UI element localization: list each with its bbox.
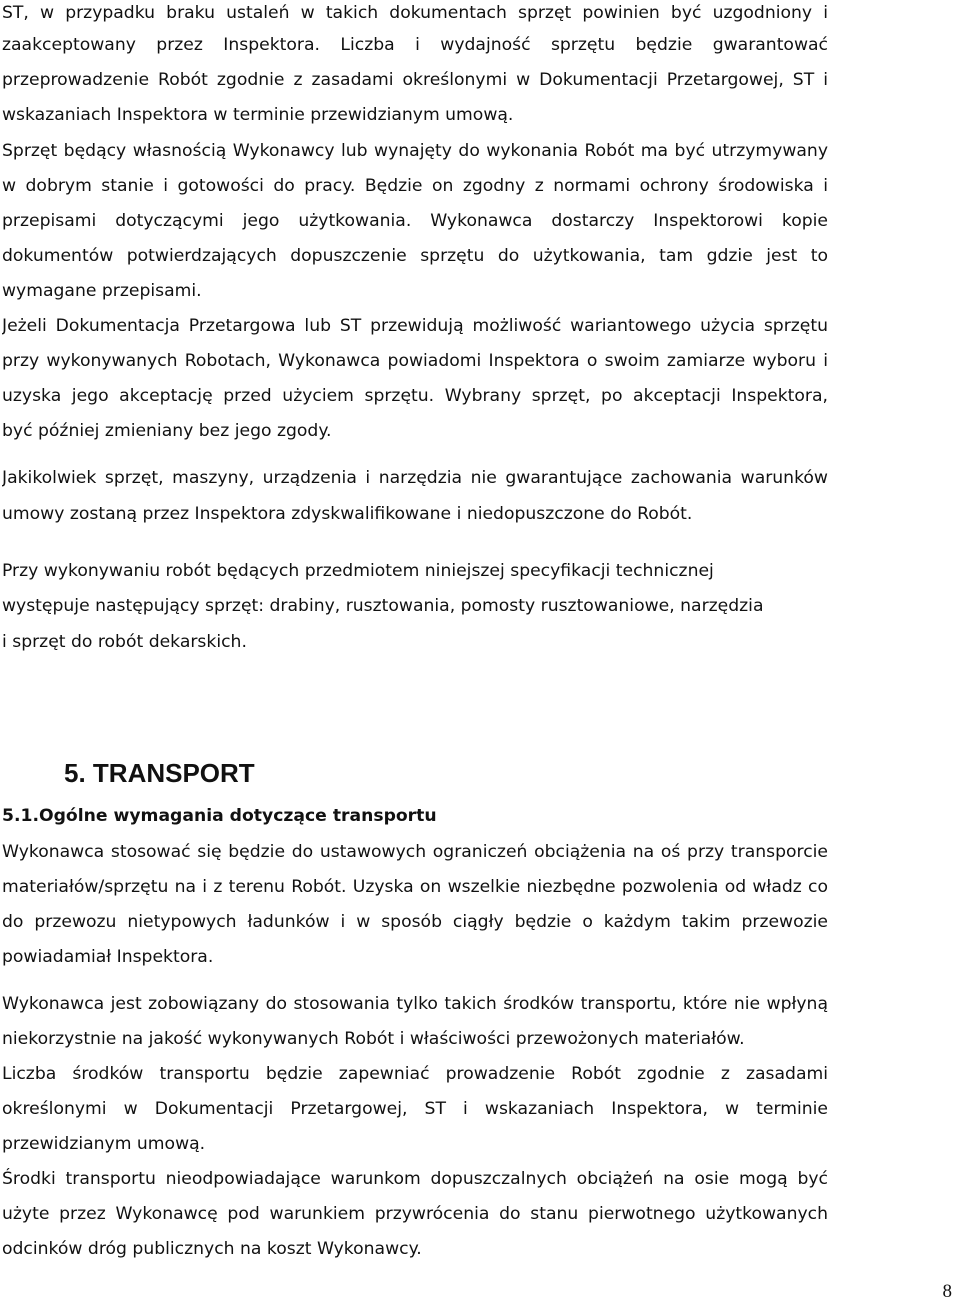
paragraph-line: powiadamiał Inspektora. <box>2 947 214 967</box>
paragraph-line: Jakikolwiek sprzęt, maszyny, urządzenia i narzędzia nie gwarantujące zachowania warunków <box>2 468 828 488</box>
paragraph-line: Wykonawca jest zobowiązany do stosowania tylko takich środków transportu, które nie wpłyną <box>2 994 828 1014</box>
paragraph-line: być później zmieniany bez jego zgody. <box>2 421 332 441</box>
paragraph-line: przewidzianym umową. <box>2 1134 206 1154</box>
paragraph-line: niekorzystnie na jakość wykonywanych Robót i właściwości przewożonych materiałów. <box>2 1029 745 1049</box>
paragraph-line: Przy wykonywaniu robót będących przedmiotem niniejszej specyfikacji technicznej <box>2 561 714 581</box>
paragraph-line: przeprowadzenie Robót zgodnie z zasadami określonymi w Dokumentacji Przetargowej, ST i <box>2 70 828 90</box>
paragraph-line: Wykonawca stosować się będzie do ustawowych ograniczeń obciążenia na oś przy transporcie <box>2 842 828 862</box>
section-heading: 5. TRANSPORT <box>64 758 255 788</box>
paragraph-line: odcinków dróg publicznych na koszt Wykonawcy. <box>2 1239 422 1259</box>
paragraph-line: Liczba środków transportu będzie zapewniać prowadzenie Robót zgodnie z zasadami <box>2 1064 828 1084</box>
paragraph-line: materiałów/sprzętu na i z terenu Robót. Uzyska on wszelkie niezbędne pozwolenia od władz co <box>2 877 828 897</box>
paragraph-line: przy wykonywanych Robotach, Wykonawca powiadomi Inspektora o swoim zamiarze wyboru i <box>2 351 828 371</box>
paragraph-line: przepisami dotyczącymi jego użytkowania. Wykonawca dostarczy Inspektorowi kopie <box>2 211 828 231</box>
paragraph-line: uzyska jego akceptację przed użyciem sprzętu. Wybrany sprzęt, po akceptacji Inspektora, <box>2 386 828 406</box>
paragraph-line: w dobrym stanie i gotowości do pracy. Będzie on zgodny z normami ochrony środowiska i <box>2 176 828 196</box>
paragraph-line: Sprzęt będący własnością Wykonawcy lub wynajęty do wykonania Robót ma być utrzymywany <box>2 141 828 161</box>
paragraph-line: wymagane przepisami. <box>2 281 202 301</box>
paragraph-line: ST, w przypadku braku ustaleń w takich dokumentach sprzęt powinien być uzgodniony i <box>2 3 828 23</box>
paragraph-line: do przewozu nietypowych ładunków i w sposób ciągły będzie o każdym takim przewozie <box>2 912 828 932</box>
paragraph-line: określonymi w Dokumentacji Przetargowej, ST i wskazaniach Inspektora, w terminie <box>2 1099 828 1119</box>
paragraph-line: umowy zostaną przez Inspektora zdyskwalifikowane i niedopuszczone do Robót. <box>2 504 693 524</box>
paragraph-line: występuje następujący sprzęt: drabiny, rusztowania, pomosty rusztowaniowe, narzędzia <box>2 596 764 616</box>
paragraph-line: wskazaniach Inspektora w terminie przewidzianym umową. <box>2 105 514 125</box>
paragraph-line: dokumentów potwierdzających dopuszczenie sprzętu do użytkowania, tam gdzie jest to <box>2 246 828 266</box>
page-number: 8 <box>942 1281 952 1302</box>
paragraph-line: Środki transportu nieodpowiadające warunkom dopuszczalnych obciążeń na osie mogą być <box>2 1169 828 1189</box>
paragraph-line: zaakceptowany przez Inspektora. Liczba i wydajność sprzętu będzie gwarantować <box>2 35 828 55</box>
paragraph-line: użyte przez Wykonawcę pod warunkiem przywrócenia do stanu pierwotnego użytkowanych <box>2 1204 828 1224</box>
subsection-heading: 5.1.Ogólne wymagania dotyczące transportu <box>2 806 437 826</box>
paragraph-line: Jeżeli Dokumentacja Przetargowa lub ST przewidują możliwość wariantowego użycia sprzętu <box>2 316 828 336</box>
paragraph-line: i sprzęt do robót dekarskich. <box>2 632 247 652</box>
